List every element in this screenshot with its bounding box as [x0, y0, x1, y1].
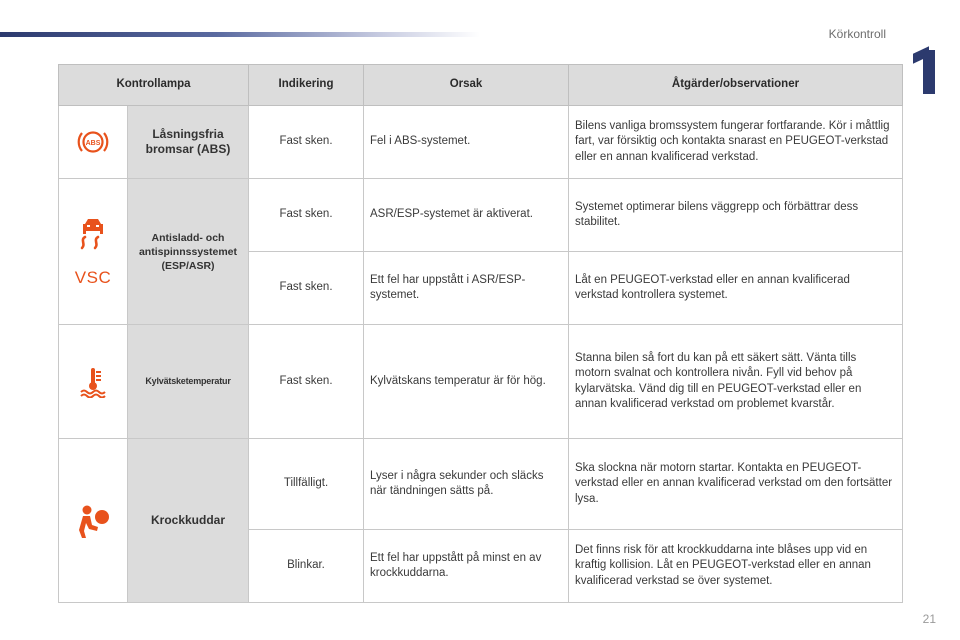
indication: Fast sken.	[249, 325, 364, 439]
coolant-icon-cell	[59, 325, 128, 439]
cause: Ett fel har uppstått på minst en av krockkuddarna.	[364, 530, 569, 603]
cause: Lyser i några sekunder och släcks när tändningen sätts på.	[364, 439, 569, 530]
cause: Kylvätskans temperatur är för hög.	[364, 325, 569, 439]
table-row	[59, 179, 903, 252]
cause: ASR/ESP-systemet är aktiverat.	[364, 179, 569, 252]
indication: Fast sken.	[249, 252, 364, 325]
vsc-icon-label: VSC	[74, 267, 112, 287]
esp-icon-cell	[59, 179, 128, 325]
airbag-icon	[60, 503, 126, 539]
section-title: Körkontroll	[828, 27, 886, 41]
indication: Fast sken.	[249, 106, 364, 179]
lamp-name: Antisladd- och antispinnssystemet (ESP/ASR)	[128, 179, 249, 325]
cause: Fel i ABS-systemet.	[364, 106, 569, 179]
coolant-temperature-icon	[60, 366, 126, 398]
action: Bilens vanliga bromssystem fungerar fortfarande. Kör i måttlig fart, var försiktig och kontakta snarast en PEUGEOT-verkstad eller en annan kvalificerad verkstad.	[569, 106, 903, 179]
indication: Tillfälligt.	[249, 439, 364, 530]
indication: Fast sken.	[249, 179, 364, 252]
table-row	[59, 325, 903, 439]
action: Låt en PEUGEOT-verkstad eller en annan kvalificerad verkstad kontrollera systemet.	[569, 252, 903, 325]
column-header-lamp: Kontrollampa	[59, 65, 249, 106]
lamp-name: Låsningsfria bromsar (ABS)	[128, 106, 249, 179]
warning-lamp-table	[58, 64, 903, 603]
table-row	[59, 439, 903, 530]
action: Systemet optimerar bilens väggrepp och förbättrar dess stabilitet.	[569, 179, 903, 252]
chapter-number-badge	[909, 42, 953, 94]
esp-skid-icon	[60, 218, 126, 252]
lamp-name: Krockkuddar	[128, 439, 249, 603]
lamp-name: Kylvätsketemperatur	[128, 325, 249, 439]
action: Stanna bilen så fort du kan på ett säkert sätt. Vänta tills motorn svalnat och kontrollera nivån. Fyll vid behov på kylarvätska. Vänd dig till en PEUGEOT-verkstad eller en annan kvalificerad verkstad om problemet kvarstår.	[569, 325, 903, 439]
header-gradient-bar	[0, 32, 480, 37]
indication: Blinkar.	[249, 530, 364, 603]
column-header-action: Åtgärder/observationer	[569, 65, 903, 106]
svg-text:ABS: ABS	[85, 140, 101, 147]
table-header-row	[59, 65, 903, 106]
column-header-cause: Orsak	[364, 65, 569, 106]
page-number: 21	[922, 612, 936, 626]
action: Ska slockna när motorn startar. Kontakta en PEUGEOT-verkstad eller en annan kvalificerad verkstad om den fortsätter lysa.	[569, 439, 903, 530]
action: Det finns risk för att krockkuddarna inte blåses upp vid en kraftig kollision. Låt en PEUGEOT-verkstad eller en annan kvalificerad verkstad se över systemet.	[569, 530, 903, 603]
abs-warning-icon	[60, 127, 126, 157]
abs-icon-cell	[59, 106, 128, 179]
cause: Ett fel har uppstått i ASR/ESP-systemet.	[364, 252, 569, 325]
column-header-indication: Indikering	[249, 65, 364, 106]
airbag-icon-cell	[59, 439, 128, 603]
table-row	[59, 106, 903, 179]
